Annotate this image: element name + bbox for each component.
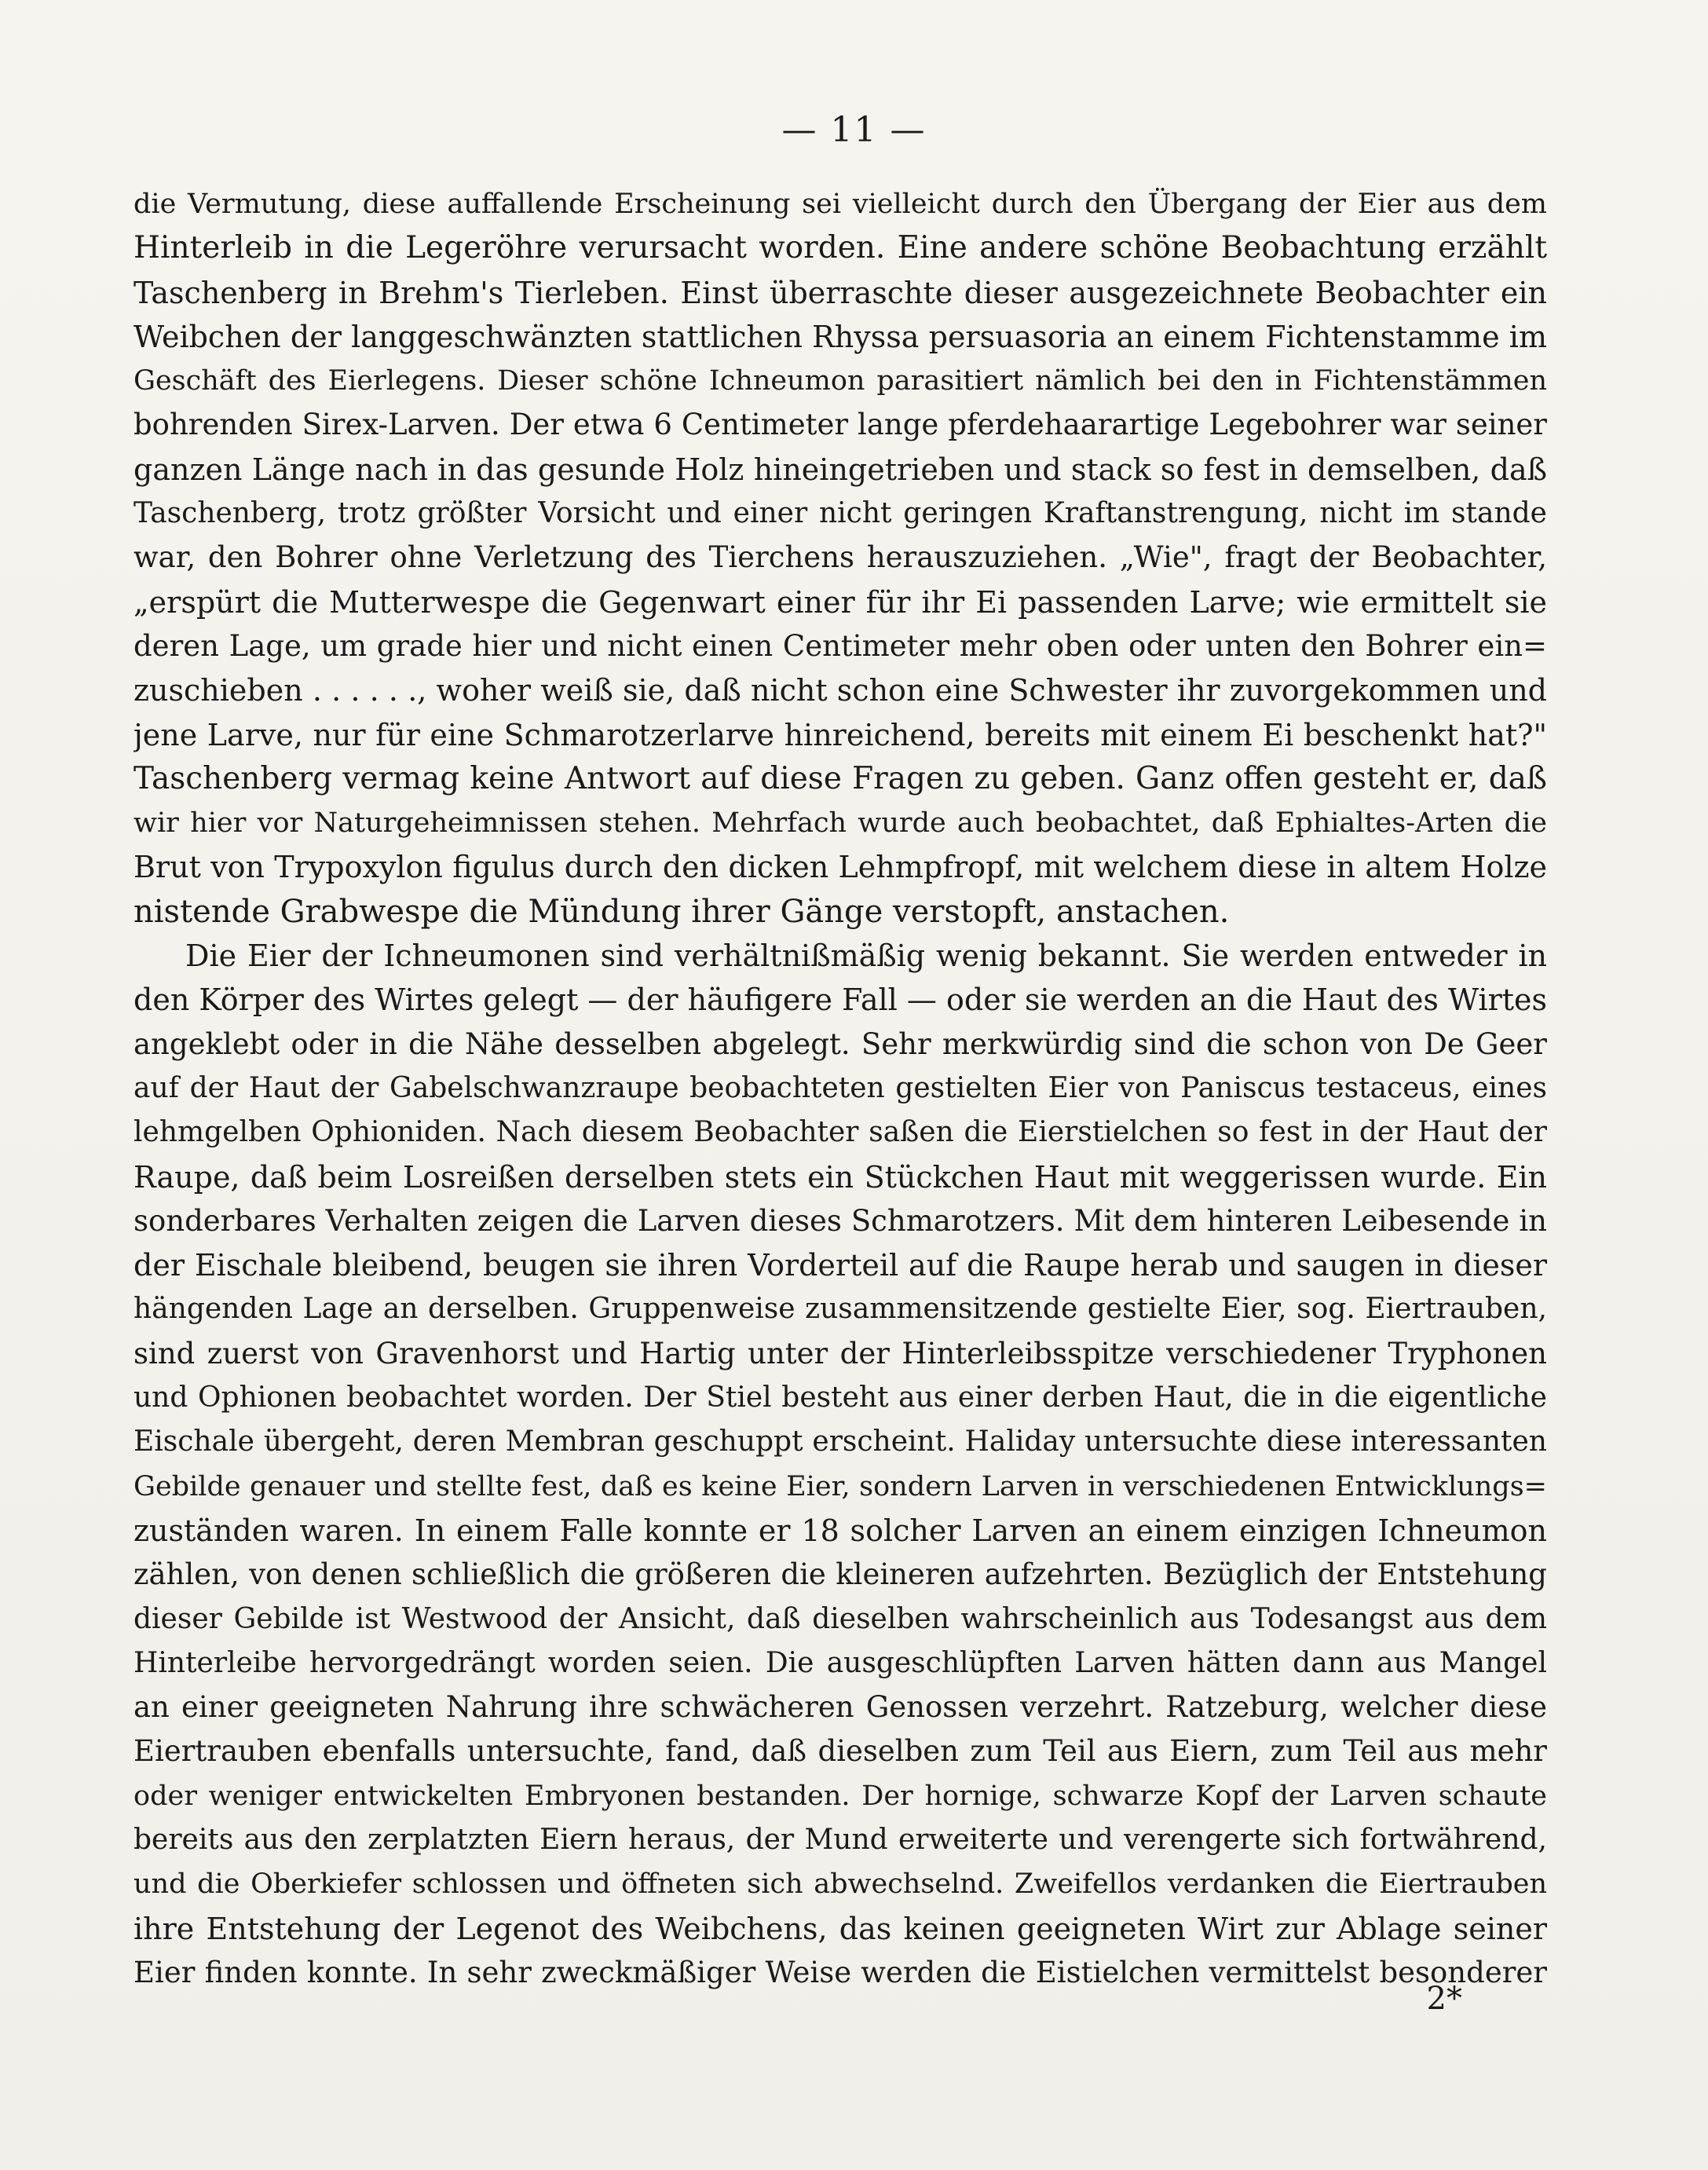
text-line: an einer geeigneten Nahrung ihre schwächeren Genossen verzehrt. Ratzeburg, welcher diese	[133, 1690, 1547, 1725]
text-line: Hinterleibe hervorgedrängt worden seien. Die ausgeschlüpften Larven hätten dann aus Mangel	[133, 1646, 1547, 1679]
text-line: Eiertrauben ebenfalls untersuchte, fand, daß dieselben zum Teil aus Eiern, zum Teil aus mehr	[133, 1734, 1547, 1769]
text-line: deren Lage, um grade hier und nicht einen Centimeter mehr oben oder unten den Bohrer ein=	[133, 628, 1547, 663]
body-text	[133, 182, 1547, 1995]
text-line: die Vermutung, diese auffallende Erscheinung sei vielleicht durch den Übergang der Eier aus dem	[133, 188, 1547, 220]
text-line: ihre Entstehung der Legenot des Weibchens, das keinen geeigneten Wirt zur Ablage seiner	[133, 1911, 1547, 1946]
signature-mark: 2*	[1426, 1981, 1462, 2017]
paragraph-2	[133, 934, 1547, 1995]
text-line: zuschieben . . . . . ., woher weiß sie, daß nicht schon eine Schwester ihr zuvorgekommen und	[133, 673, 1547, 708]
paragraph-1	[133, 182, 1547, 934]
text-line: den Körper des Wirtes gelegt — der häufigere Fall — oder sie werden an die Haut des Wirtes	[133, 983, 1547, 1018]
text-line: zählen, von denen schließlich die größeren die kleineren aufzehrten. Bezüglich der Entstehung	[133, 1557, 1547, 1592]
text-line: ganzen Länge nach in das gesunde Holz hineingetrieben und stack so fest in demselben, daß	[133, 452, 1547, 487]
text-line: Weibchen der langgeschwänzten stattlichen Rhyssa persuasoria an einem Fichtenstamme im	[133, 319, 1547, 354]
text-line: angeklebt oder in die Nähe desselben abgelegt. Sehr merkwürdig sind die schon von De Geer	[133, 1026, 1547, 1061]
text-line: „erspürt die Mutterwespe die Gegenwart einer für ihr Ei passenden Larve; wie ermittelt sie	[133, 584, 1547, 620]
text-line: dieser Gebilde ist Westwood der Ansicht, daß dieselben wahrscheinlich aus Todesangst aus dem	[133, 1602, 1547, 1635]
text-line: Geschäft des Eierlegens. Dieser schöne Ichneumon parasitiert nämlich bei den in Fichtenstämmen	[133, 365, 1547, 397]
text-line: war, den Bohrer ohne Verletzung des Tierchens herauszuziehen. „Wie", fragt der Beobachter,	[133, 540, 1547, 575]
text-line: Gebilde genauer und stellte fest, daß es keine Eier, sondern Larven in verschiedenen Entwicklungs=	[133, 1470, 1547, 1502]
page-number: — 11 —	[781, 110, 927, 150]
text-line: bereits aus den zerplatzten Eiern heraus, der Mund erweiterte und verengerte sich fortwährend,	[133, 1823, 1547, 1856]
text-line: und Ophionen beobachtet worden. Der Stiel besteht aus einer derben Haut, die in die eigentliche	[133, 1381, 1547, 1414]
text-line: Eier finden konnte. In sehr zweckmäßiger Weise werden die Eistielchen vermittelst besonderer	[133, 1955, 1547, 1989]
text-line: nistende Grabwespe die Mündung ihrer Gänge verstopft, anstachen.	[133, 893, 1230, 930]
text-line: auf der Haut der Gabelschwanzraupe beobachteten gestielten Eier von Paniscus testaceus, eines	[133, 1071, 1547, 1104]
text-line: Eischale übergeht, deren Membran geschuppt erscheint. Haliday untersuchte diese interessanten	[133, 1425, 1547, 1458]
text-line: zuständen waren. In einem Falle konnte er 18 solcher Larven an einem einzigen Ichneumon	[133, 1513, 1547, 1548]
text-line: jene Larve, nur für eine Schmarotzerlarve hinreichend, bereits mit einem Ei beschenkt hat?"	[133, 717, 1547, 752]
text-line: bohrenden Sirex-Larven. Der etwa 6 Centimeter lange pferdehaarartige Legebohrer war seiner	[133, 408, 1547, 442]
text-line: Brut von Trypoxylon figulus durch den dicken Lehmpfropf, mit welchem diese in altem Holze	[133, 850, 1547, 885]
text-line: Taschenberg vermag keine Antwort auf diese Fragen zu geben. Ganz offen gesteht er, daß	[133, 760, 1547, 796]
text-line: Hinterleib in die Legeröhre verursacht worden. Eine andere schöne Beobachtung erzählt	[133, 230, 1547, 266]
text-line: Die Eier der Ichneumonen sind verhältnißmäßig wenig bekannt. Sie werden entweder in	[185, 939, 1547, 974]
text-line: oder weniger entwickelten Embryonen bestanden. Der hornige, schwarze Kopf der Larven schaute	[133, 1780, 1547, 1812]
text-line: lehmgelben Ophioniden. Nach diesem Beobachter saßen die Eierstielchen so fest in der Haut der	[133, 1116, 1547, 1149]
text-line: Taschenberg, trotz größter Vorsicht und einer nicht geringen Kraftanstrengung, nicht im stande	[133, 497, 1547, 530]
text-line: sonderbares Verhalten zeigen die Larven dieses Schmarotzers. Mit dem hinteren Leibesende in	[133, 1203, 1547, 1238]
text-line: Taschenberg in Brehm's Tierleben. Einst überraschte dieser ausgezeichnete Beobachter ein	[133, 275, 1547, 310]
text-line: sind zuerst von Gravenhorst und Hartig unter der Hinterleibsspitze verschiedener Tryphonen	[133, 1336, 1547, 1370]
text-line: wir hier vor Naturgeheimnissen stehen. Mehrfach wurde auch beobachtet, daß Ephialtes-Arten die	[133, 807, 1547, 840]
text-line: Raupe, daß beim Losreißen derselben stets ein Stückchen Haut mit weggerissen wurde. Ein	[133, 1159, 1547, 1195]
text-line: und die Oberkiefer schlossen und öffneten sich abwechselnd. Zweifellos verdanken die Eiertrauben	[133, 1868, 1547, 1901]
text-line: hängenden Lage an derselben. Gruppenweise zusammensitzende gestielte Eier, sog. Eiertrauben,	[133, 1293, 1547, 1326]
text-line: der Eischale bleibend, beugen sie ihren Vorderteil auf die Raupe herab und saugen in dieser	[133, 1248, 1547, 1283]
